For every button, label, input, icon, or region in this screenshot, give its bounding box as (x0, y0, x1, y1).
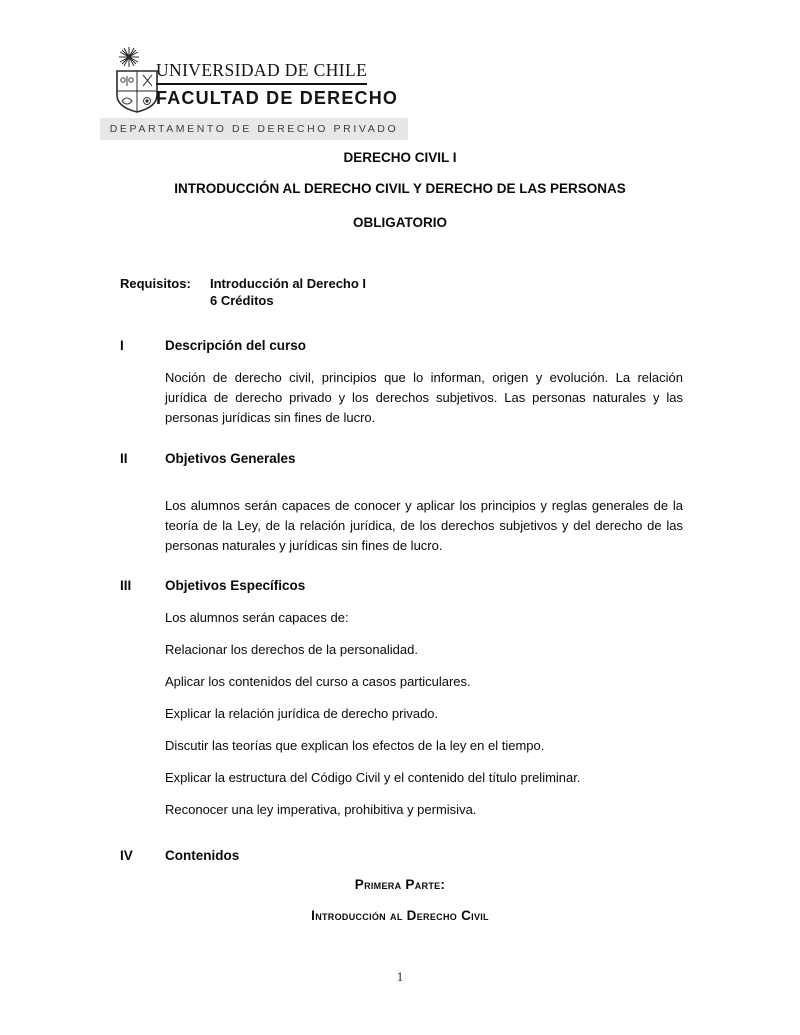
objective-item: Discutir las teorías que explican los efectos de la ley en el tiempo. (165, 738, 545, 753)
section-3-numeral: III (120, 578, 132, 593)
prerequisite-value: Introducción al Derecho I (210, 276, 367, 291)
objective-item: Explicar la estructura del Código Civil y el contenido del título preliminar. (165, 770, 581, 785)
section-2-body: Los alumnos serán capaces de conocer y aplicar los principios y reglas generales de la teoría de la Ley, de la relación jurídica, de los derechos subjetivos y del derecho de las personas naturales y jurídicas sin fines de lucro. (165, 498, 683, 553)
objective-item: Explicar la relación jurídica de derecho privado. (165, 706, 439, 721)
section-2-heading-row (120, 451, 296, 466)
section-2-numeral: II (120, 451, 128, 466)
requirements-block (120, 275, 366, 309)
course-subtitle: INTRODUCCIÓN AL DERECHO CIVIL Y DERECHO DE LAS PERSONAS (174, 181, 626, 196)
department-banner: DEPARTAMENTO DE DERECHO PRIVADO (100, 118, 408, 140)
objective-item: Los alumnos serán capaces de: (165, 610, 349, 625)
page-number: 1 (396, 970, 404, 984)
course-title: DERECHO CIVIL I (343, 150, 457, 165)
section-1-body: Noción de derecho civil, principios que lo informan, origen y evolución. La relación jurídica de derecho privado y los derechos subjetivos. Las personas naturales y las personas jurídicas sin fines de lucro. (165, 370, 683, 425)
section-4-heading: Contenidos (165, 848, 240, 863)
university-crest-logo (112, 46, 162, 114)
section-2-heading: Objetivos Generales (165, 451, 296, 466)
letterhead (156, 60, 398, 109)
section-1-heading: Descripción del curso (165, 338, 307, 353)
objective-item: Relacionar los derechos de la personalidad. (165, 642, 418, 657)
requirements-values (210, 275, 366, 309)
section-4-numeral: IV (120, 848, 133, 863)
course-type: OBLIGATORIO (353, 215, 447, 230)
section-4-heading-row (120, 848, 239, 863)
section-3-heading: Objetivos Específicos (165, 578, 306, 593)
section-1-heading-row (120, 338, 306, 353)
contents-part-title: Introducción al Derecho Civil (311, 908, 489, 923)
faculty-name: FACULTAD DE DERECHO (156, 88, 399, 108)
credits-value: 6 Créditos (210, 293, 274, 308)
requirements-label: Requisitos: (120, 276, 191, 291)
objective-item: Reconocer una ley imperativa, prohibitiva y permisiva. (165, 802, 477, 817)
university-name: UNIVERSIDAD DE CHILE (156, 60, 367, 85)
objective-item: Aplicar los contenidos del curso a casos particulares. (165, 674, 471, 689)
objectives-list (165, 608, 705, 832)
section-3-heading-row (120, 578, 305, 593)
section-1-numeral: I (120, 338, 124, 353)
contents-part-label: Primera Parte: (354, 877, 446, 892)
